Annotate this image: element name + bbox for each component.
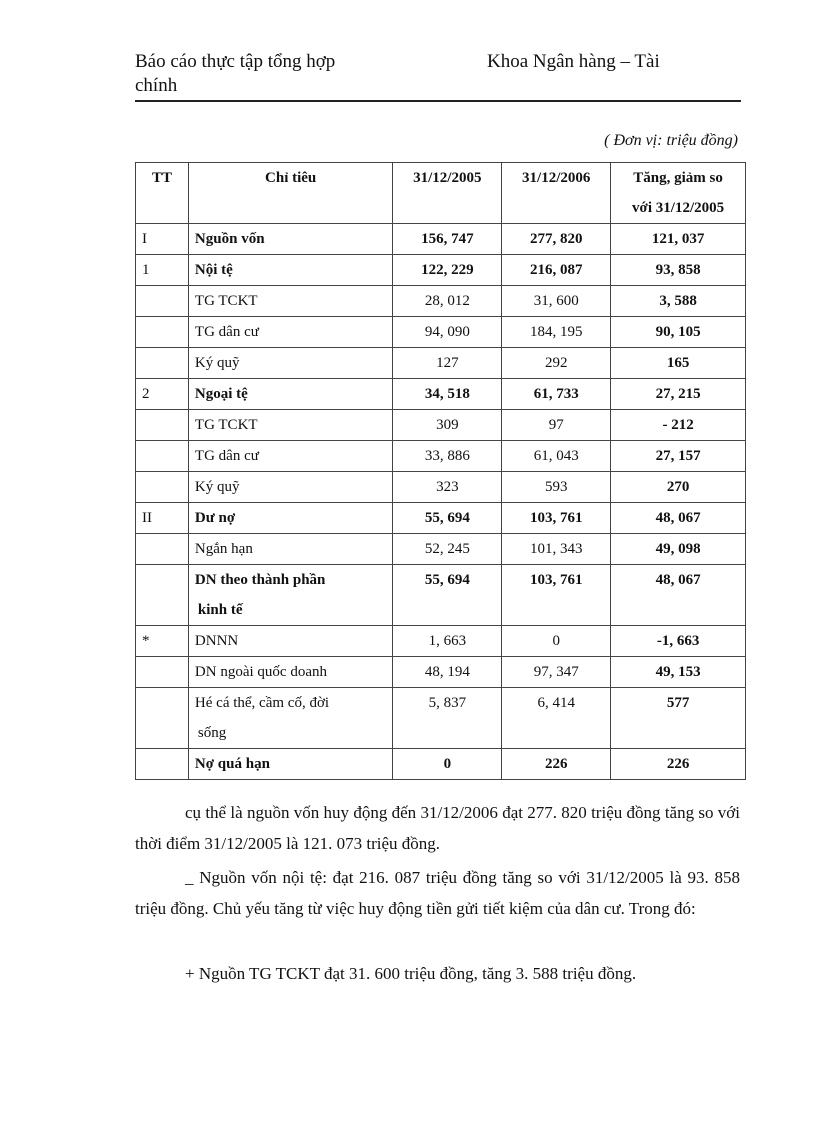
row-label: [188, 410, 392, 441]
row-value-diff: 48, 067: [611, 565, 746, 626]
row-label: [188, 657, 392, 688]
row-value-diff: 270: [611, 472, 746, 503]
row-label: [188, 688, 392, 749]
header-left: [135, 50, 395, 98]
row-value-2005: 323: [393, 472, 502, 503]
row-value-diff: - 212: [611, 410, 746, 441]
row-tt: 2: [136, 379, 189, 410]
row-value-diff: 27, 215: [611, 379, 746, 410]
row-value-2005: 55, 694: [393, 565, 502, 626]
table-row: [136, 224, 746, 255]
row-value-2006: 97, 347: [502, 657, 611, 688]
row-label: [188, 472, 392, 503]
row-tt: 1: [136, 255, 189, 286]
row-label: [188, 565, 392, 626]
row-value-diff: 90, 105: [611, 317, 746, 348]
row-value-2006: 184, 195: [502, 317, 611, 348]
paragraph-2: _ Nguồn vốn nội tệ: đạt 216. 087 triệu đồng tăng so với 31/12/2005 là 93. 858 triệu đồng. Chủ yếu tăng từ việc huy động tiền gửi tiết kiệm của dân cư. Trong đó:: [135, 868, 740, 918]
row-tt: I: [136, 224, 189, 255]
header-left-title-cont: chính: [135, 75, 178, 96]
row-label: [188, 441, 392, 472]
row-tt: [136, 688, 189, 749]
row-tt: [136, 317, 189, 348]
row-value-2005: 33, 886: [393, 441, 502, 472]
row-label-text-cont: kinh tế: [197, 602, 243, 618]
row-tt: II: [136, 503, 189, 534]
table-row: [136, 348, 746, 379]
table-row: [136, 286, 746, 317]
row-value-2005: 0: [393, 749, 502, 780]
table-row: [136, 379, 746, 410]
row-value-2005: 48, 194: [393, 657, 502, 688]
row-label-text: Ngắn hạn: [194, 541, 253, 557]
row-value-2006: 97: [502, 410, 611, 441]
table-row: [136, 503, 746, 534]
row-value-2005: 34, 518: [393, 379, 502, 410]
row-tt: [136, 534, 189, 565]
row-tt: [136, 441, 189, 472]
row-value-2006: 103, 761: [502, 565, 611, 626]
row-tt: [136, 472, 189, 503]
row-label: [188, 286, 392, 317]
row-tt: [136, 410, 189, 441]
paragraph-1: cụ thể là nguồn vốn huy động đến 31/12/2006 đạt 277. 820 triệu đồng tăng so với thời điểm 31/12/2005 là 121. 073 triệu đồng.: [135, 803, 740, 853]
row-tt: [136, 348, 189, 379]
row-label: [188, 255, 392, 286]
table-row: [136, 657, 746, 688]
table-body: [136, 224, 746, 780]
row-label-text: Nội tệ: [194, 262, 233, 278]
row-value-2006: 277, 820: [502, 224, 611, 255]
row-label-text: DN theo thành phần: [194, 572, 326, 588]
row-label: [188, 749, 392, 780]
row-value-diff: -1, 663: [611, 626, 746, 657]
table-row: [136, 565, 746, 626]
unit-note: ( Đơn vị: triệu đồng): [604, 132, 738, 149]
row-value-2006: 292: [502, 348, 611, 379]
row-label: [188, 224, 392, 255]
row-label-text: DNNN: [194, 633, 239, 649]
row-value-diff: 27, 157: [611, 441, 746, 472]
row-label-text: Ký quỹ: [194, 479, 240, 495]
row-label-text: TG dân cư: [194, 324, 259, 340]
row-value-2005: 28, 012: [393, 286, 502, 317]
table-row: [136, 534, 746, 565]
row-value-diff: 165: [611, 348, 746, 379]
row-value-2005: 1, 663: [393, 626, 502, 657]
row-tt: [136, 749, 189, 780]
row-label-text: Dư nợ: [194, 510, 236, 526]
row-value-2006: 216, 087: [502, 255, 611, 286]
row-label-text-cont: sống: [197, 725, 227, 741]
row-value-diff: 49, 153: [611, 657, 746, 688]
row-label: [188, 534, 392, 565]
col-header-2006: 31/12/2006: [502, 163, 611, 224]
table-row: [136, 688, 746, 749]
row-value-diff: 48, 067: [611, 503, 746, 534]
row-value-diff: 577: [611, 688, 746, 749]
row-label-text: TG dân cư: [194, 448, 259, 464]
row-label: [188, 626, 392, 657]
row-value-2006: 101, 343: [502, 534, 611, 565]
header-left-title: Báo cáo thực tập tổng hợp: [135, 51, 336, 72]
table-row: [136, 441, 746, 472]
row-value-2006: 593: [502, 472, 611, 503]
table-header-row: [136, 163, 746, 224]
row-value-diff: 226: [611, 749, 746, 780]
row-label: [188, 379, 392, 410]
table-row: [136, 626, 746, 657]
col-header-diff: [611, 163, 746, 224]
row-value-diff: 49, 098: [611, 534, 746, 565]
row-label-text: Hé cá thể, cầm cố, đời: [194, 695, 330, 711]
table-row: [136, 255, 746, 286]
row-tt: [136, 565, 189, 626]
col-header-tt: TT: [136, 163, 189, 224]
row-value-2005: 52, 245: [393, 534, 502, 565]
row-label-text: TG TCKT: [194, 417, 258, 433]
row-value-2005: 122, 229: [393, 255, 502, 286]
col-header-2005: 31/12/2005: [393, 163, 502, 224]
row-tt: *: [136, 626, 189, 657]
row-label-text: Nợ quá hạn: [194, 756, 270, 772]
row-label: [188, 503, 392, 534]
row-label-text: DN ngoài quốc doanh: [194, 664, 327, 680]
row-value-2005: 127: [393, 348, 502, 379]
row-label-text: Ký quỹ: [194, 355, 240, 371]
row-value-diff: 3, 588: [611, 286, 746, 317]
table-row: [136, 410, 746, 441]
row-value-2006: 61, 733: [502, 379, 611, 410]
row-tt: [136, 286, 189, 317]
row-label: [188, 348, 392, 379]
table-row: [136, 749, 746, 780]
col-header-diff-line2: với 31/12/2005: [632, 200, 725, 216]
row-tt: [136, 657, 189, 688]
row-value-2006: 61, 043: [502, 441, 611, 472]
header-right-title: Khoa Ngân hàng – Tài: [487, 51, 660, 72]
col-header-label: Chỉ tiêu: [188, 163, 392, 224]
row-value-2006: 6, 414: [502, 688, 611, 749]
col-header-diff-line1: Tăng, giảm so: [633, 170, 723, 186]
row-value-diff: 93, 858: [611, 255, 746, 286]
row-value-2005: 156, 747: [393, 224, 502, 255]
data-table: [135, 162, 746, 780]
row-value-2005: 5, 837: [393, 688, 502, 749]
table-row: [136, 317, 746, 348]
paragraph-3: + Nguồn TG TCKT đạt 31. 600 triệu đồng, tăng 3. 588 triệu đồng.: [185, 964, 637, 983]
page-header: [135, 50, 741, 102]
row-value-2006: 31, 600: [502, 286, 611, 317]
row-value-2006: 103, 761: [502, 503, 611, 534]
row-label-text: TG TCKT: [194, 293, 258, 309]
row-value-2006: 0: [502, 626, 611, 657]
row-value-2005: 94, 090: [393, 317, 502, 348]
row-value-2006: 226: [502, 749, 611, 780]
row-label-text: Ngoại tệ: [194, 386, 248, 402]
row-label: [188, 317, 392, 348]
row-label-text: Nguồn vốn: [194, 231, 265, 247]
table-row: [136, 472, 746, 503]
row-value-diff: 121, 037: [611, 224, 746, 255]
row-value-2005: 309: [393, 410, 502, 441]
row-value-2005: 55, 694: [393, 503, 502, 534]
